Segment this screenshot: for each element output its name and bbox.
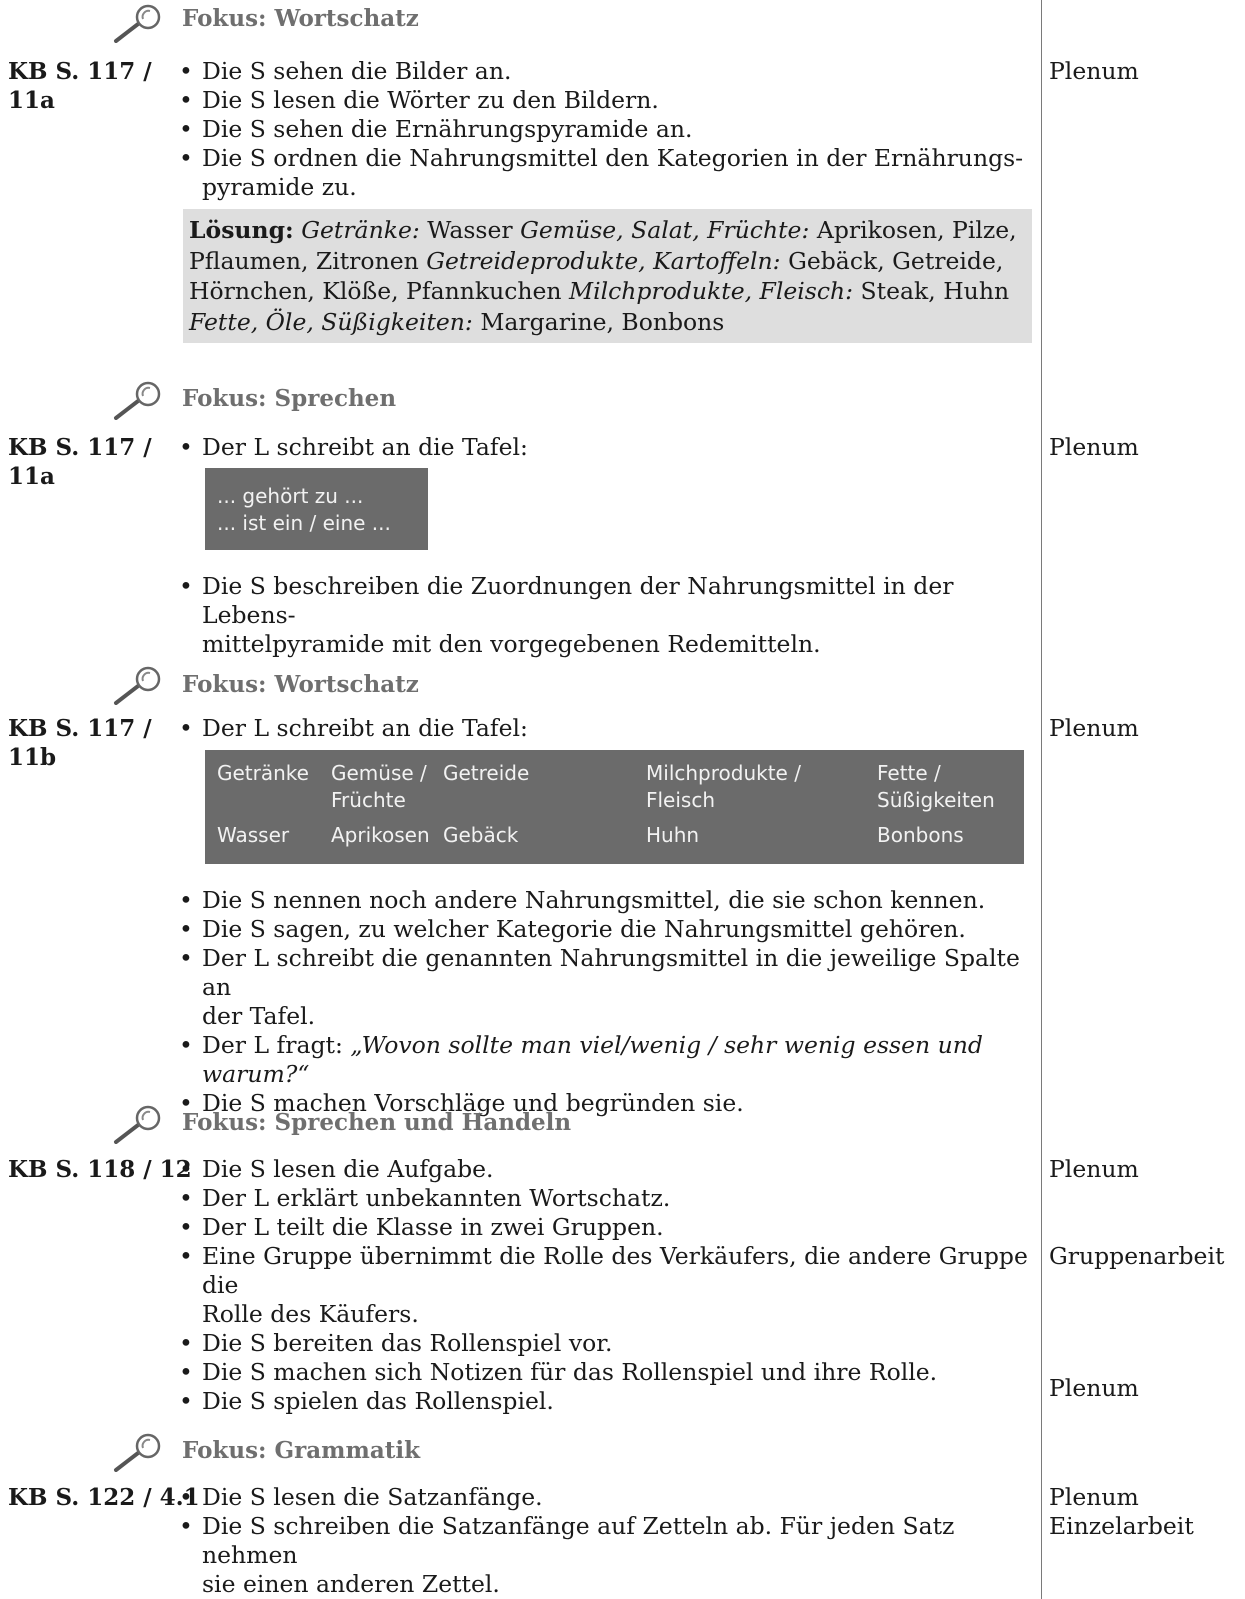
- list-item: • Die S bereiten das Rollenspiel vor.: [175, 1329, 1035, 1358]
- focus-heading: Fokus: Sprechen und Handeln: [182, 1109, 572, 1136]
- book-reference-exercise: 11a: [8, 87, 55, 114]
- instruction-list: [175, 57, 1035, 202]
- instruction-list: [175, 1155, 1035, 1416]
- social-form: Plenum: [1049, 714, 1139, 742]
- focus-heading: Fokus: Wortschatz: [182, 5, 419, 32]
- magnifier-icon: [112, 665, 164, 705]
- social-form: Plenum: [1049, 433, 1139, 461]
- book-reference: KB S. 117 /: [8, 58, 152, 85]
- book-reference-exercise: 11b: [8, 744, 57, 771]
- category-label: Getreideprodukte, Kartoffeln:: [426, 246, 781, 275]
- category-items: Wasser: [419, 216, 521, 244]
- table-cell: Wasser: [217, 823, 290, 847]
- list-item: • Die S beschreiben die Zuordnungen der Nahrungsmittel in der Lebens- mittelpyramide mit den vorgegebenen Redemitteln.: [175, 572, 1035, 659]
- instruction-list: [175, 572, 1035, 659]
- list-item: • Die S lesen die Wörter zu den Bildern.: [175, 86, 1035, 115]
- social-form: Plenum: [1049, 1483, 1139, 1511]
- focus-heading: Fokus: Grammatik: [182, 1437, 421, 1464]
- category-items: Pflaumen, Zitronen: [189, 246, 427, 275]
- blackboard-table: [205, 750, 1024, 864]
- table-header: Süßigkeiten: [877, 788, 995, 812]
- social-form: Einzelarbeit: [1049, 1512, 1194, 1540]
- magnifier-icon: [112, 3, 164, 43]
- book-reference-exercise: 11a: [8, 463, 55, 490]
- board-line: ... ist ein / eine ...: [217, 511, 391, 535]
- table-header: Getränke: [217, 761, 309, 785]
- list-item: • Der L schreibt die genannten Nahrungsmittel in die jeweilige Spalte an der Tafel.: [175, 944, 1035, 1031]
- category-items: Gebäck, Getreide,: [780, 246, 1004, 275]
- category-items: Steak, Huhn: [853, 277, 1010, 305]
- list-item: • Die S machen sich Notizen für das Rollenspiel und ihre Rolle.: [175, 1358, 1035, 1387]
- category-items: Margarine, Bonbons: [472, 307, 725, 336]
- instruction-list: [175, 714, 1035, 743]
- magnifier-icon: [112, 1104, 164, 1144]
- list-item: • Die S nennen noch andere Nahrungsmittel, die sie schon kennen.: [175, 886, 1035, 915]
- table-cell: Bonbons: [877, 823, 964, 847]
- category-items: Aprikosen, Pilze,: [809, 216, 1017, 244]
- list-item: • Der L schreibt an die Tafel:: [175, 433, 1035, 462]
- list-item: • Die S machen Vorschläge und begründen sie.: [175, 1089, 1035, 1118]
- book-reference: KB S. 118 / 12: [8, 1156, 192, 1183]
- table-cell: Huhn: [646, 823, 700, 847]
- list-item: • Die S lesen die Aufgabe.: [175, 1155, 1035, 1184]
- list-item: • Der L erklärt unbekannten Wortschatz.: [175, 1184, 1035, 1213]
- list-item: • Eine Gruppe übernimmt die Rolle des Verkäufers, die andere Gruppe die Rolle des Käufers.: [175, 1242, 1035, 1329]
- blackboard-box: [205, 468, 428, 550]
- list-item: • Die S ordnen die Nahrungsmittel den Kategorien in der Ernährungs- pyramide zu.: [175, 144, 1035, 202]
- table-header: Früchte: [331, 788, 406, 812]
- focus-heading: Fokus: Sprechen: [182, 385, 397, 412]
- table-header: Milchprodukte /: [646, 761, 801, 785]
- social-form: Gruppenarbeit: [1049, 1242, 1225, 1270]
- list-item: • Die S lesen die Satzanfänge.: [175, 1483, 1035, 1512]
- solution-box: [183, 209, 1032, 343]
- instruction-list: [175, 433, 1035, 462]
- category-label: Milchprodukte, Fleisch:: [569, 277, 854, 305]
- table-cell: Gebäck: [443, 823, 519, 847]
- social-form: Plenum: [1049, 57, 1139, 85]
- list-item: • Der L schreibt an die Tafel:: [175, 714, 1035, 743]
- board-line: ... gehört zu ...: [217, 484, 364, 508]
- magnifier-icon: [112, 1432, 164, 1472]
- table-header: Fleisch: [646, 788, 716, 812]
- list-item: • Die S sehen die Bilder an.: [175, 57, 1035, 86]
- book-reference: KB S. 122 / 4.1: [8, 1484, 200, 1511]
- book-reference: KB S. 117 /: [8, 715, 152, 742]
- table-header: Getreide: [443, 761, 530, 785]
- category-label: Fette, Öle, Süßigkeiten:: [189, 307, 473, 336]
- table-header: Gemüse /: [331, 761, 427, 785]
- instruction-list: [175, 1483, 1035, 1599]
- social-form: Plenum: [1049, 1155, 1139, 1183]
- category-label: Getränke:: [301, 216, 420, 244]
- list-item: • Der L teilt die Klasse in zwei Gruppen.: [175, 1213, 1035, 1242]
- table-header: Fette /: [877, 761, 941, 785]
- solution-label: Lösung:: [189, 216, 294, 244]
- list-item: • Der L fragt: „Wovon sollte man viel/wenig / sehr wenig essen und warum?“: [175, 1031, 1035, 1089]
- list-item: • Die S sagen, zu welcher Kategorie die Nahrungsmittel gehören.: [175, 915, 1035, 944]
- social-form: Plenum: [1049, 1374, 1139, 1402]
- category-items: Hörnchen, Klöße, Pfannkuchen: [189, 277, 570, 305]
- category-label: Gemüse, Salat, Früchte:: [520, 216, 810, 244]
- magnifier-icon: [112, 380, 164, 420]
- column-divider: [1041, 0, 1042, 1599]
- list-item: • Die S spielen das Rollenspiel.: [175, 1387, 1035, 1416]
- teacher-question: „Wovon sollte man viel/wenig / sehr wenig essen und warum?“: [202, 1031, 983, 1088]
- table-cell: Aprikosen: [331, 823, 430, 847]
- list-item: • Die S sehen die Ernährungspyramide an.: [175, 115, 1035, 144]
- focus-heading: Fokus: Wortschatz: [182, 671, 419, 698]
- book-reference: KB S. 117 /: [8, 434, 152, 461]
- list-item: • Die S schreiben die Satzanfänge auf Zetteln ab. Für jeden Satz nehmen sie einen anderen Zettel.: [175, 1512, 1035, 1599]
- instruction-list: [175, 886, 1035, 1118]
